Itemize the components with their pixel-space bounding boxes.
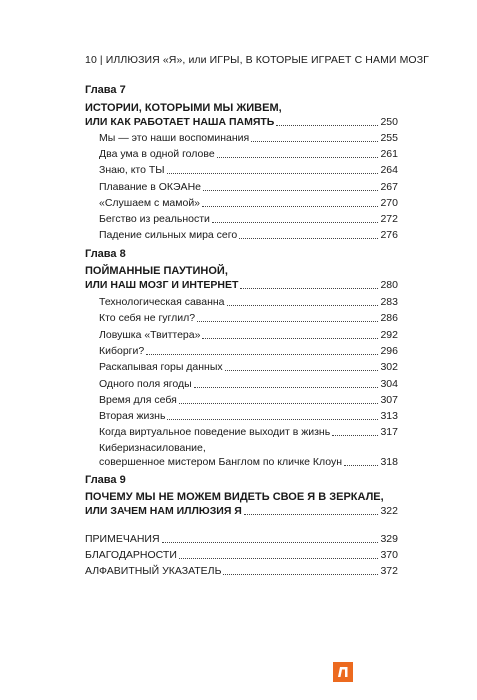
dot-leader bbox=[167, 173, 379, 174]
entry-title: ПРИМЕЧАНИЯ bbox=[85, 533, 160, 545]
dot-leader bbox=[197, 321, 378, 322]
page-number: 250 bbox=[380, 116, 398, 128]
chapter-label: Глава 7 bbox=[85, 84, 126, 96]
page-number: 255 bbox=[380, 132, 398, 144]
page-number: 317 bbox=[380, 426, 398, 438]
dot-leader bbox=[146, 354, 378, 355]
entry-title: Технологическая саванна bbox=[99, 296, 225, 308]
page-number: 264 bbox=[380, 164, 398, 176]
page-number: 318 bbox=[380, 456, 398, 468]
toc-row[interactable] bbox=[99, 425, 398, 439]
dot-leader bbox=[240, 288, 378, 289]
page-number: 280 bbox=[380, 279, 398, 291]
toc-row[interactable] bbox=[99, 344, 398, 358]
page-number: 296 bbox=[380, 345, 398, 357]
chapter-title-line: ИЛИ ЗАЧЕМ НАМ ИЛЛЮЗИЯ Я bbox=[85, 505, 242, 517]
entry-title: Два ума в одной голове bbox=[99, 148, 215, 160]
chapter-label: Глава 8 bbox=[85, 248, 126, 260]
chapter-title-line: ПОЙМАННЫЕ ПАУТИНОЙ, bbox=[85, 265, 228, 277]
dot-leader bbox=[223, 574, 378, 575]
dot-leader bbox=[167, 419, 378, 420]
dot-leader bbox=[251, 141, 378, 142]
dot-leader bbox=[162, 542, 379, 543]
entry-title: «Слушаем с мамой» bbox=[99, 197, 201, 209]
dot-leader bbox=[225, 370, 379, 371]
toc-row[interactable] bbox=[99, 393, 398, 407]
entry-title: Киборги? bbox=[99, 345, 145, 357]
dot-leader bbox=[194, 387, 379, 388]
entry-title: Знаю, кто ТЫ bbox=[99, 164, 165, 176]
entry-title: Когда виртуальное поведение выходит в жизнь bbox=[99, 426, 331, 438]
dot-leader bbox=[203, 190, 378, 191]
page-number: 302 bbox=[380, 361, 398, 373]
page-number: 322 bbox=[380, 505, 398, 517]
page-number: 313 bbox=[380, 410, 398, 422]
entry-title: АЛФАВИТНЫЙ УКАЗАТЕЛЬ bbox=[85, 565, 222, 577]
dot-leader bbox=[217, 157, 379, 158]
publisher-logo-icon bbox=[333, 662, 353, 682]
page-number: 304 bbox=[380, 378, 398, 390]
chapter-title-line: ИСТОРИИ, КОТОРЫМИ МЫ ЖИВЕМ, bbox=[85, 102, 282, 114]
toc-row-chapter[interactable] bbox=[85, 115, 398, 129]
toc-row[interactable] bbox=[99, 360, 398, 374]
dot-leader bbox=[202, 206, 378, 207]
toc-row[interactable] bbox=[99, 180, 398, 194]
page-number: 283 bbox=[380, 296, 398, 308]
dot-leader bbox=[227, 305, 379, 306]
entry-title: БЛАГОДАРНОСТИ bbox=[85, 549, 177, 561]
page-number: 329 bbox=[380, 533, 398, 545]
toc-row[interactable] bbox=[99, 196, 398, 210]
toc-row[interactable] bbox=[99, 455, 398, 469]
entry-title: Кто себя не гуглил? bbox=[99, 312, 196, 324]
chapter-title-line: ПОЧЕМУ МЫ НЕ МОЖЕМ ВИДЕТЬ СВОЕ Я В ЗЕРКАЛЕ, bbox=[85, 491, 384, 503]
entry-title: Вторая жизнь bbox=[99, 410, 166, 422]
page-number: 261 bbox=[380, 148, 398, 160]
dot-leader bbox=[239, 238, 378, 239]
entry-title-line: Киберизнасилование, bbox=[99, 442, 206, 454]
toc-row-chapter[interactable] bbox=[85, 278, 398, 292]
toc-row[interactable] bbox=[99, 409, 398, 423]
dot-leader bbox=[202, 338, 378, 339]
page-number: 267 bbox=[380, 181, 398, 193]
page-number: 292 bbox=[380, 329, 398, 341]
entry-title: Время для себя bbox=[99, 394, 177, 406]
page-number: 370 bbox=[380, 549, 398, 561]
toc-row[interactable] bbox=[99, 131, 398, 145]
toc-row-back-matter[interactable] bbox=[85, 548, 398, 562]
dot-leader bbox=[276, 125, 378, 126]
dot-leader bbox=[212, 222, 379, 223]
running-header: 10 | ИЛЛЮЗИЯ «Я», или ИГРЫ, В КОТОРЫЕ ИГРАЕТ С НАМИ МОЗГ bbox=[85, 54, 429, 66]
entry-title: Плавание в ОКЭАНе bbox=[99, 181, 201, 193]
dot-leader bbox=[244, 514, 379, 515]
page-number: 307 bbox=[380, 394, 398, 406]
toc-row-back-matter[interactable] bbox=[85, 564, 398, 578]
dot-leader bbox=[179, 558, 379, 559]
dot-leader bbox=[179, 403, 379, 404]
entry-title: Ловушка «Твиттера» bbox=[99, 329, 201, 341]
page-number: 272 bbox=[380, 213, 398, 225]
entry-title: совершенное мистером Банглом по кличке Клоун bbox=[99, 456, 343, 468]
entry-title: Раскапывая горы данных bbox=[99, 361, 223, 373]
toc-row-chapter[interactable] bbox=[85, 504, 398, 518]
chapter-title-line: ИЛИ НАШ МОЗГ И ИНТЕРНЕТ bbox=[85, 279, 239, 291]
toc-row[interactable] bbox=[99, 328, 398, 342]
dot-leader bbox=[332, 435, 378, 436]
entry-title: Падение сильных мира сего bbox=[99, 229, 238, 241]
entry-title: Мы — это наши воспоминания bbox=[99, 132, 250, 144]
chapter-title-line: ИЛИ КАК РАБОТАЕТ НАША ПАМЯТЬ bbox=[85, 116, 275, 128]
toc-row[interactable] bbox=[99, 295, 398, 309]
toc-row[interactable] bbox=[99, 311, 398, 325]
entry-title: Одного поля ягоды bbox=[99, 378, 192, 390]
entry-title: Бегство из реальности bbox=[99, 213, 210, 225]
page-number: 286 bbox=[380, 312, 398, 324]
toc-row[interactable] bbox=[99, 212, 398, 226]
dot-leader bbox=[344, 465, 378, 466]
toc-row[interactable] bbox=[99, 228, 398, 242]
toc-row[interactable] bbox=[99, 147, 398, 161]
toc-row-back-matter[interactable] bbox=[85, 532, 398, 546]
page-number: 270 bbox=[380, 197, 398, 209]
page-number: 276 bbox=[380, 229, 398, 241]
page-number: 372 bbox=[380, 565, 398, 577]
toc-row[interactable] bbox=[99, 377, 398, 391]
toc-row[interactable] bbox=[99, 163, 398, 177]
chapter-label: Глава 9 bbox=[85, 474, 126, 486]
